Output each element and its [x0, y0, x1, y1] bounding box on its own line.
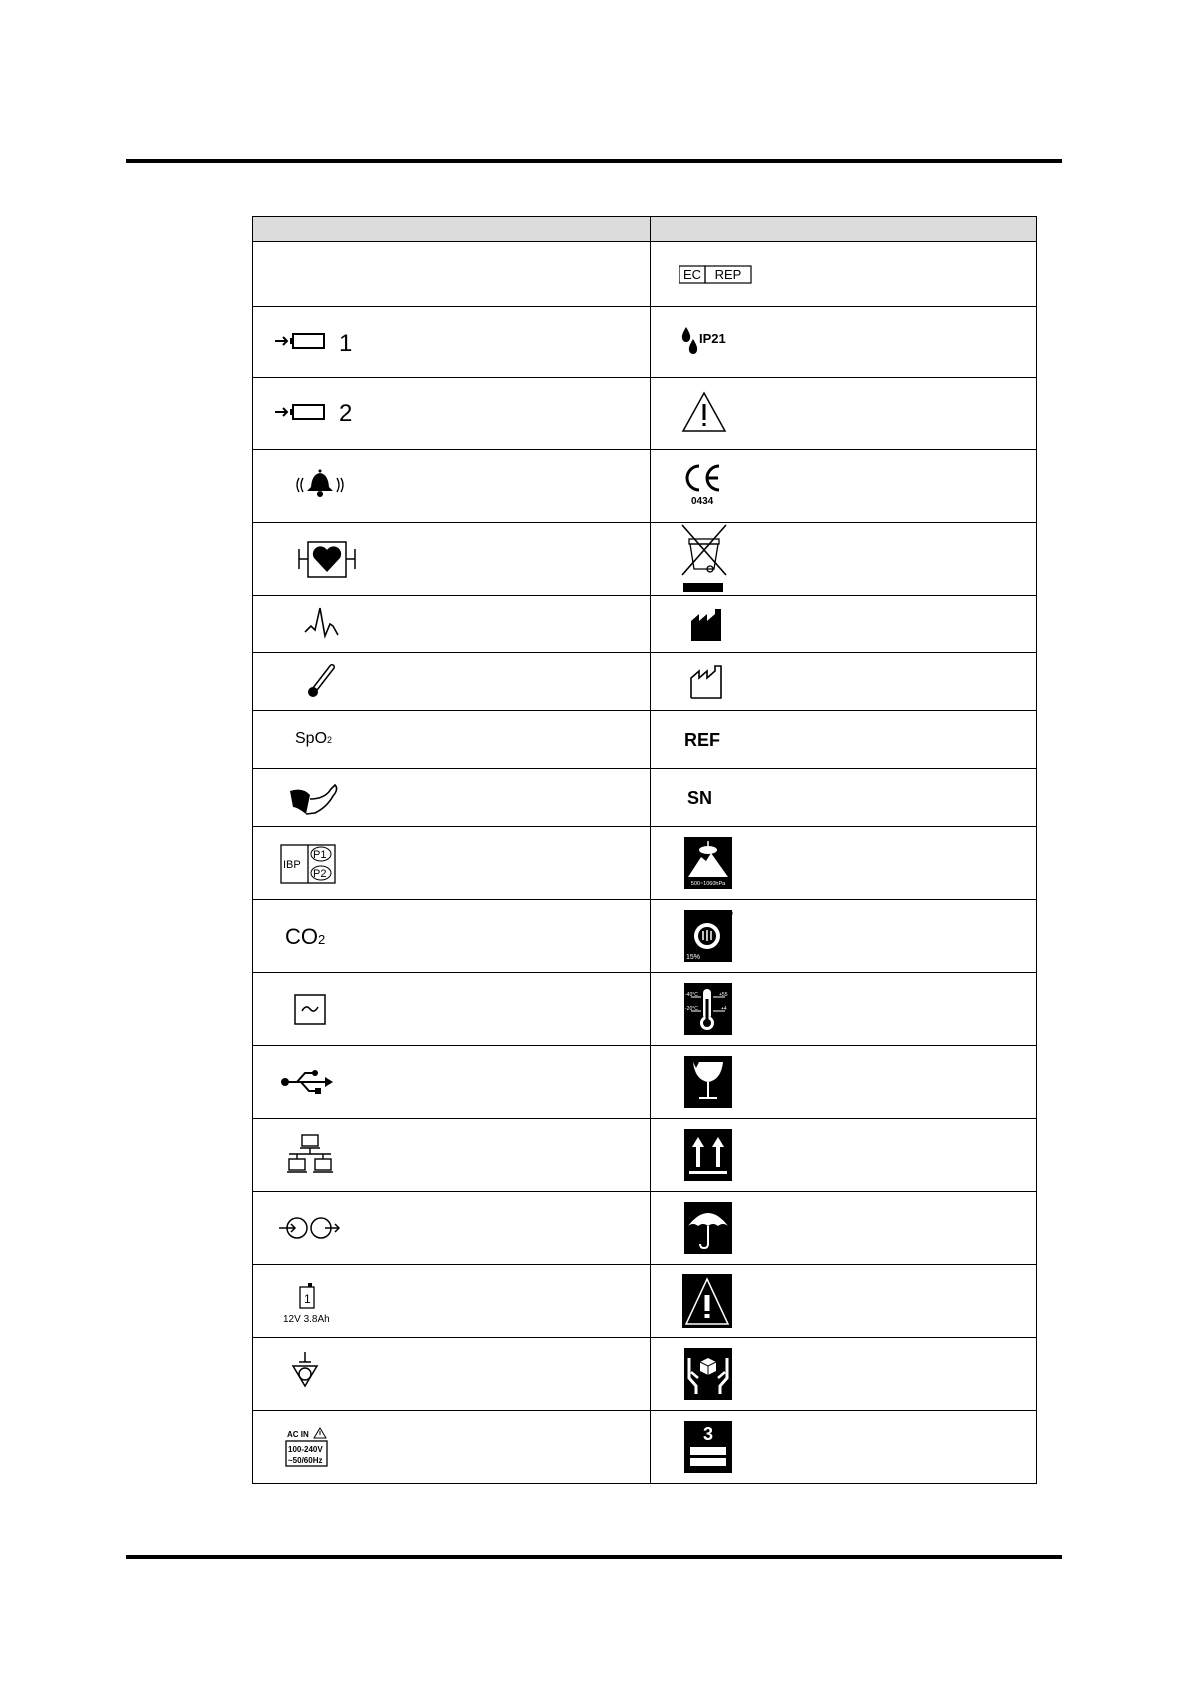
- handle-with-care-icon: [679, 1338, 879, 1411]
- temp-bl-label: -20°C: [685, 1006, 698, 1012]
- symbols-table: [252, 216, 1037, 1484]
- humidity-limit-icon: [679, 900, 879, 973]
- ibp-p1-p2-icon: [275, 827, 475, 900]
- ip-rating-icon: [679, 307, 879, 378]
- nibp-cuff-icon: [275, 769, 475, 827]
- ec-rep-icon: [679, 242, 879, 307]
- caution-triangle-icon: [679, 378, 879, 450]
- table-row: [253, 1265, 1037, 1338]
- equipotential-point-icon: [275, 242, 475, 307]
- stacking-limit-icon: [679, 1411, 879, 1484]
- table-row: [253, 596, 1037, 653]
- alarm-bell-icon: [275, 450, 475, 523]
- atmospheric-pressure-icon: [679, 827, 879, 900]
- weee-bin-icon: [679, 523, 879, 596]
- p1-label: P1: [313, 849, 327, 861]
- temperature-probe-icon: [275, 653, 475, 711]
- temp-br-label: +4: [721, 1006, 727, 1012]
- date-of-manufacture-icon: [679, 653, 879, 711]
- temp-tl-label: -40°C: [685, 992, 698, 998]
- temp-tr-label: +55: [719, 992, 728, 998]
- pressure-range-label: 500~1060hPa: [690, 881, 726, 887]
- rep-label: REP: [714, 267, 742, 282]
- manufacturer-icon: [679, 596, 879, 653]
- keep-dry-icon: [679, 1192, 879, 1265]
- warning-black-icon: [679, 1265, 879, 1338]
- spo2-label: SpO2: [295, 730, 333, 747]
- battery-2-icon: [275, 378, 475, 450]
- ground-icon: [275, 1338, 475, 1411]
- humidity-max-label: 95%: [719, 910, 734, 917]
- table-row: [253, 900, 1037, 973]
- header-cell-right: [651, 217, 1037, 242]
- battery-compartment-icon: [275, 1265, 475, 1338]
- defibrillation-proof-cf-icon: [275, 523, 475, 596]
- battery-2-label: 2: [339, 400, 353, 427]
- table-row: [253, 769, 1037, 827]
- ac-frequency-label: ~50/60Hz: [288, 1456, 323, 1465]
- ref-label: REF: [684, 730, 720, 750]
- table-row: [253, 523, 1037, 596]
- table-row: [253, 711, 1037, 769]
- table-row: [253, 973, 1037, 1046]
- ec-label: EC: [682, 267, 702, 282]
- battery-spec-label: 12V 3.8Ah: [283, 1314, 330, 1325]
- co2-label: CO2: [285, 924, 326, 949]
- ip-label: IP21: [699, 331, 726, 346]
- fragile-icon: [679, 1046, 879, 1119]
- ac-input-icon: [275, 1411, 475, 1484]
- battery-1-icon: [275, 307, 475, 378]
- table-row: [253, 653, 1037, 711]
- sn-label: SN: [687, 788, 713, 808]
- p2-label: P2: [313, 868, 327, 880]
- ac-voltage-label: 100-240V: [288, 1445, 323, 1454]
- table-row: [253, 1192, 1037, 1265]
- table-row: [253, 242, 1037, 307]
- ref-icon: [679, 711, 879, 769]
- table-row: [253, 1411, 1037, 1484]
- footer-rule: [126, 1555, 1062, 1559]
- ac-in-label: AC IN: [287, 1430, 309, 1439]
- temperature-limit-icon: [679, 973, 879, 1046]
- network-icon: [275, 1119, 475, 1192]
- table-row: [253, 1046, 1037, 1119]
- ecg-waveform-icon: [275, 596, 475, 653]
- header-cell-left: [253, 217, 651, 242]
- this-way-up-icon: [679, 1119, 879, 1192]
- signal-input-output-icon: [275, 1192, 475, 1265]
- table-row: [253, 827, 1037, 900]
- notified-body-label: 0434: [691, 496, 714, 507]
- humidity-min-label: 15%: [686, 954, 701, 961]
- table-row: [253, 1119, 1037, 1192]
- table-row: [253, 450, 1037, 523]
- usb-icon: [275, 1046, 475, 1119]
- header-rule: [126, 159, 1062, 163]
- ibp-label: IBP: [283, 859, 301, 871]
- analog-output-icon: [275, 973, 475, 1046]
- ce-mark-icon: [679, 450, 879, 523]
- table-header-row: [253, 217, 1037, 242]
- table-row: [253, 378, 1037, 450]
- serial-number-icon: [679, 769, 879, 827]
- co2-icon: [275, 900, 475, 973]
- table-row: [253, 1338, 1037, 1411]
- spo2-icon: [275, 711, 475, 769]
- stack-limit-label: 3: [702, 1424, 714, 1444]
- battery-1-label: 1: [339, 330, 353, 357]
- table-row: [253, 307, 1037, 378]
- compartment-label: 1: [304, 1292, 311, 1306]
